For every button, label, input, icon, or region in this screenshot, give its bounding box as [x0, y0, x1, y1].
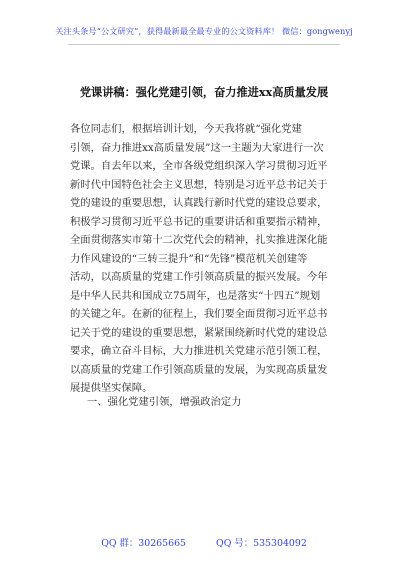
header-divider: [68, 44, 340, 45]
body-line: 党的建设的重要思想，认真践行新时代党的建设总要求，: [70, 197, 328, 209]
body-line: 的关键之年。在新的征程上，我们要全面贯彻习近平总书: [70, 308, 328, 320]
header-banner: 关注头条号“公文研究”，获得最新最全最专业的公文资料库！ 微信：gongwenyj: [55, 26, 353, 36]
body-line: 党课。自去年以来，全市各级党组织深入学习贯彻习近平: [70, 160, 328, 172]
body-line: 新时代中国特色社会主义思想，特别是习近平总书记关于: [70, 178, 328, 191]
body-line: 记关于党的建设的重要思想，紧紧围绕新时代党的建设总: [70, 326, 328, 339]
body-line: 要求，确立奋斗目标，大力推进机关党建示范引领工程，: [70, 345, 328, 357]
body-line: 是中华人民共和国成立75周年，也是落实“十四五”规划: [70, 289, 321, 302]
body-line: 以高质量的党建工作引领高质量的发展，为实现高质量发: [70, 363, 328, 376]
document-title: 党课讲稿：强化党建引领，奋力推进xx高质量发展: [79, 85, 329, 99]
body-line: 积极学习贯彻习近平总书记的重要讲话和重要指示精神，: [70, 215, 328, 228]
body-line: 各位同志们，根据培训计划，今天我将就“强化党建: [70, 123, 302, 135]
section-heading: 一、强化党建引领，增强政治定力: [87, 396, 242, 408]
body-line: 全面贯彻落实市第十二次党代会的精神，扎实推进深化能: [70, 234, 328, 246]
footer-qq-group: QQ 群：30265665: [101, 538, 187, 549]
body-paragraph: [70, 120, 342, 398]
footer-contact: [0, 535, 408, 549]
body-line: 引领，奋力推进xx高质量发展”这一主题为大家进行一次: [70, 141, 324, 154]
body-line: 展提供坚实保障。: [70, 382, 153, 394]
footer-qq-number: QQ 号：535304092: [216, 538, 307, 549]
body-line: 力作风建设的“三转三提升”和“先锋”模范机关创建等: [70, 252, 308, 265]
body-line: 活动，以高质量的党建工作引领高质量的振兴发展。今年: [70, 271, 328, 283]
